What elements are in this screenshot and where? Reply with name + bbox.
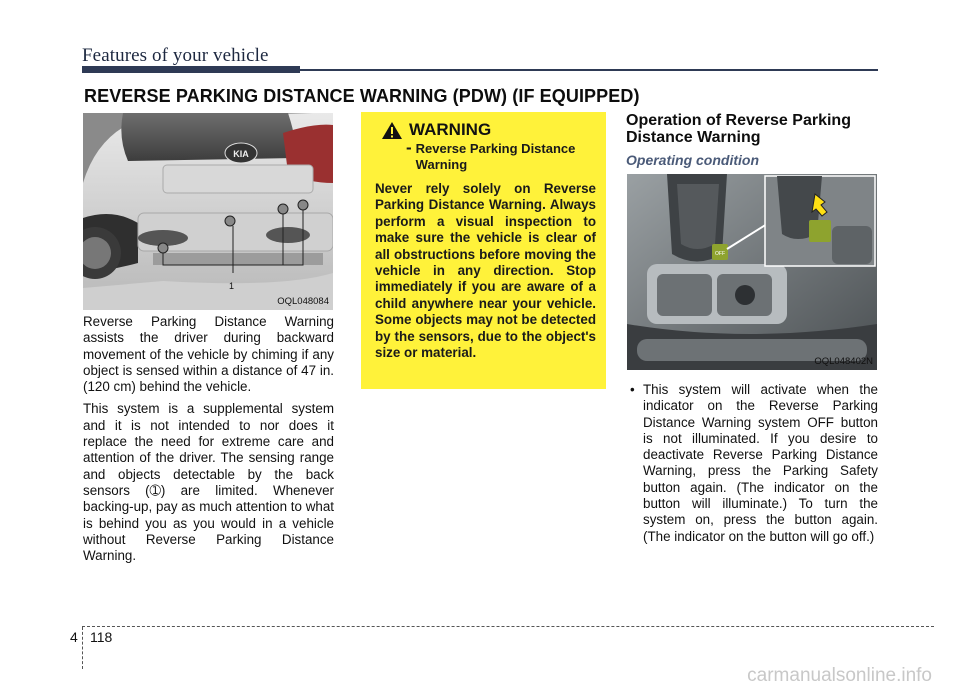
warning-header [381, 120, 596, 140]
operation-bullet-item: • This system will activate when the indicator on the Reverse Parking Distance Warning system OFF button is not illuminated. If you desire to deactivate Reverse Parking Distance Warning, press the Parking Safety button again. (The indicator on the button will illuminate.) To turn the system on, press the button again. (The indicator on the button will go off.) [628, 382, 878, 545]
header-bar [82, 66, 300, 73]
left-text-column [83, 314, 334, 570]
footer-divider [82, 627, 83, 669]
figure-caption-right: OQL048402N [814, 356, 873, 367]
console-illustration [627, 174, 877, 370]
watermark: carmanualsonline.info [747, 665, 932, 686]
warning-triangle-icon [381, 121, 403, 140]
header-title: Features of your vehicle [82, 45, 269, 66]
console-button-label: OFF [715, 251, 725, 257]
header-rule [300, 69, 878, 71]
operation-title: Operation of Reverse Parking Distance Warning [626, 112, 851, 146]
warning-body: Never rely solely on Reverse Parking Distance Warning. Always perform a visual inspection to make sure the vehicle is clear of all obstructions before moving the vehicle in any direction. Stop immediately if you are aware of a child anywhere near your vehicle. Some objects may not be detected by the sensors, due to the object's size or material. [375, 181, 596, 361]
operating-condition-subtitle: Operating condition [626, 152, 759, 168]
footer-rule [82, 626, 934, 627]
warning-subtitle-row [406, 138, 596, 173]
warning-title: WARNING [409, 120, 492, 139]
sensor-callout: 1 [229, 281, 235, 291]
warning-dash: - [406, 138, 412, 157]
rear-bumper-figure [83, 113, 333, 310]
figure-caption-left: OQL048084 [277, 296, 329, 307]
intro-paragraph: Reverse Parking Distance Warning assists the driver during backward movement of the vehicle by chiming if any object is sensed within a distance of 47 in. (120 cm) behind the vehicle. [83, 314, 334, 395]
kia-badge: KIA [233, 149, 249, 159]
parking-button-figure [627, 174, 877, 370]
supplemental-paragraph: This system is a supplemental system and it is not intended to nor does it replace the need for extreme care and attention of the driver. The sensing range and objects detectable by the back sensors (➀) are limited. Whenever backing-up, pay as much attention to what is behind you as you would in a vehicle without Reverse Parking Distance Warning. [83, 401, 334, 564]
page-number: 118 [90, 629, 113, 645]
warning-box [361, 112, 606, 389]
rear-bumper-illustration [83, 113, 333, 310]
operation-bullet-list [628, 382, 878, 545]
warning-subtitle: Reverse Parking Distance Warning [415, 141, 576, 172]
page-chapter: 4 [70, 629, 78, 645]
section-title: REVERSE PARKING DISTANCE WARNING (PDW) (IF EQUIPPED) [84, 86, 640, 106]
